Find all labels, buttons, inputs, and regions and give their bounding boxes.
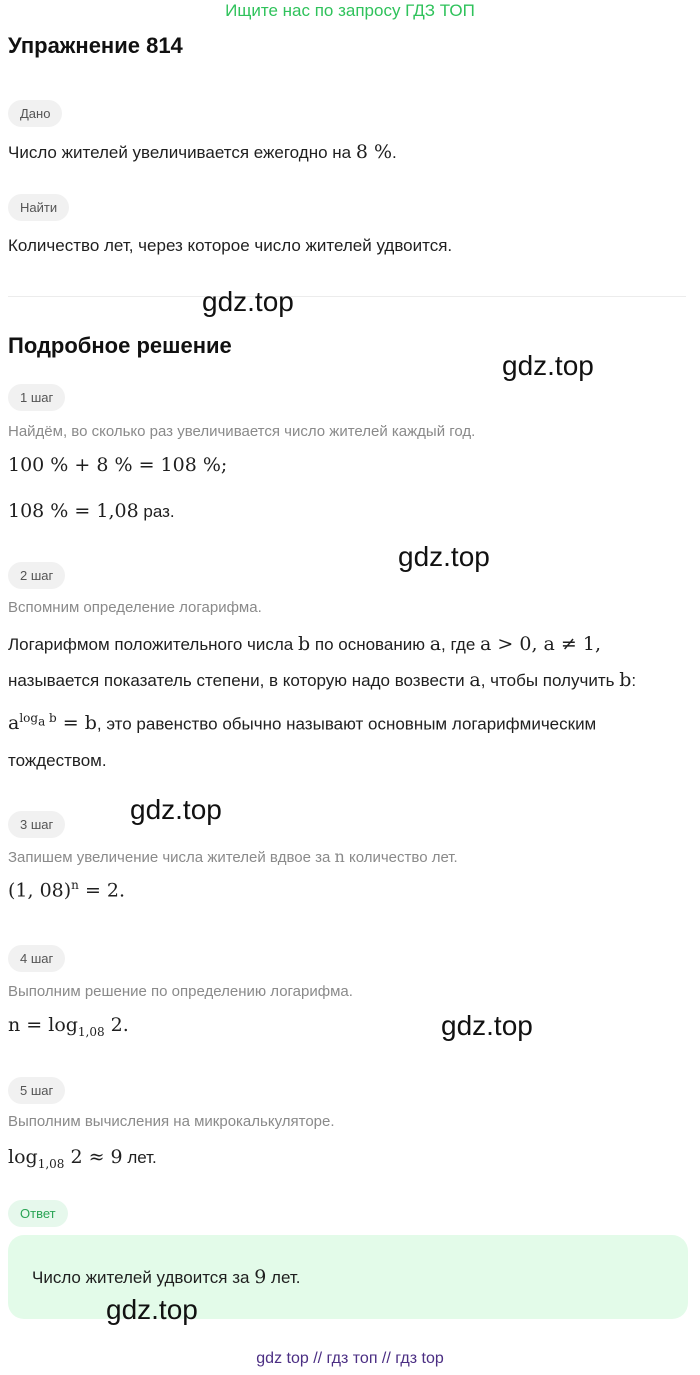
- step-1-equation-1: 100 % + 8 % = 108 %;: [8, 454, 228, 476]
- step-4-hint: Выполним решение по определению логарифма.: [8, 983, 353, 1000]
- step-2-paragraph-4: тождеством.: [8, 751, 107, 770]
- top-banner[interactable]: Ищите нас по запросу ГДЗ ТОП: [225, 1, 475, 20]
- watermark: gdz.top: [130, 794, 222, 825]
- find-text: Количество лет, через которое число жителей удвоится.: [8, 236, 453, 255]
- find-label: Найти: [8, 194, 69, 221]
- step-1-label: 1 шаг: [8, 384, 65, 411]
- step-1-equation-2: 108 % = 1,08 раз.: [8, 500, 175, 522]
- step-3-hint: Запишем увеличение числа жителей вдвое за n количество лет.: [8, 847, 458, 866]
- watermark: gdz.top: [441, 1010, 533, 1041]
- watermark: gdz.top: [106, 1294, 198, 1325]
- step-2-paragraph-1: Логарифмом положительного числа b по основанию a, где a > 0, a ≠ 1,: [8, 633, 601, 655]
- watermark: gdz.top: [202, 286, 294, 317]
- step-5-hint: Выполним вычисления на микрокалькуляторе.: [8, 1113, 335, 1130]
- step-4-equation: $n = \log_{1,08} 2$.: [8, 1014, 129, 1039]
- answer-text: Число жителей удвоится за 9 лет.: [32, 1266, 301, 1288]
- footer-links[interactable]: gdz top // гдз топ // гдз top: [256, 1350, 444, 1367]
- given-text: Число жителей увеличивается ежегодно на 8 %.: [8, 141, 397, 163]
- step-2-hint: Вспомним определение логарифма.: [8, 599, 262, 616]
- step-5-label: 5 шаг: [8, 1077, 65, 1104]
- step-2-paragraph-3: $a^{log_a b} = b$, это равенство обычно называют основным логарифмическим: [8, 711, 597, 735]
- given-label: Дано: [8, 100, 62, 127]
- solution-title: Подробное решение: [8, 333, 232, 358]
- step-3-equation: (1, 08)$^n$ = 2.: [8, 878, 126, 902]
- step-1-hint: Найдём, во сколько раз увеличивается число жителей каждый год.: [8, 423, 476, 440]
- step-5-equation: $\log_{1,08} 2 \approx 9$ лет.: [8, 1146, 157, 1171]
- exercise-title: Упражнение 814: [8, 33, 183, 58]
- watermark: gdz.top: [398, 541, 490, 572]
- answer-label: Ответ: [8, 1200, 68, 1227]
- watermark: gdz.top: [502, 350, 594, 381]
- step-3-label: 3 шаг: [8, 811, 65, 838]
- step-2-paragraph-2: называется показатель степени, в которую надо возвести a, чтобы получить b:: [8, 669, 637, 691]
- section-divider: [8, 296, 686, 297]
- step-4-label: 4 шаг: [8, 945, 65, 972]
- step-2-label: 2 шаг: [8, 562, 65, 589]
